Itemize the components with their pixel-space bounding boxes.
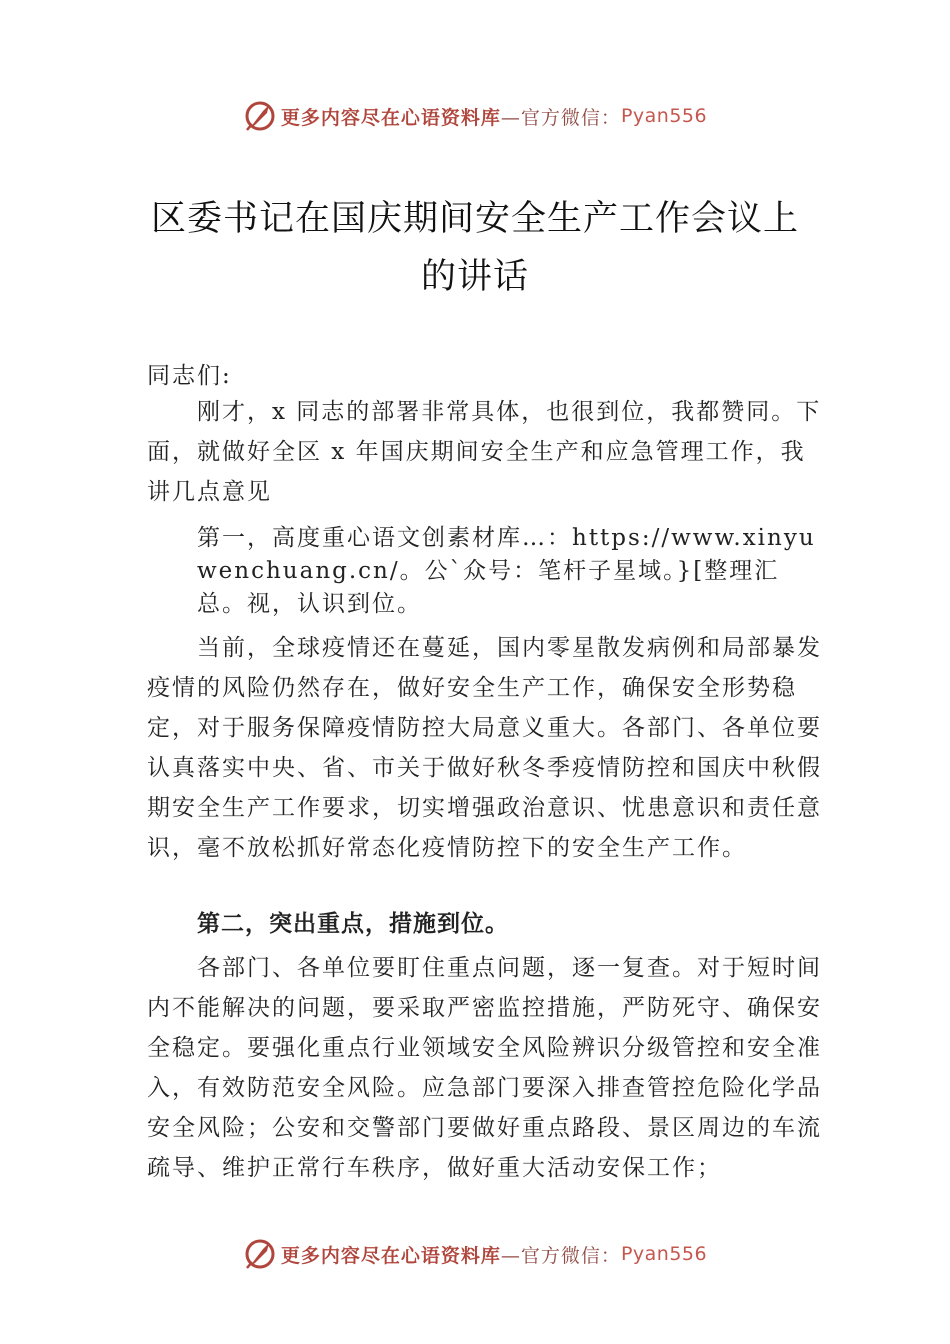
title-line-1: 区委书记在国庆期间安全生产工作会议上 <box>150 199 799 239</box>
banner-brand: 更多内容尽在心语资料库 <box>280 106 501 129</box>
greeting: 同志们: <box>147 363 232 389</box>
footer-banner <box>0 1234 950 1274</box>
banner-wechat-id: Pyan556 <box>620 1243 708 1265</box>
paragraph-intro: 刚才，x 同志的部署非常具体，也很到位，我都赞同。下面，就做好全区 x 年国庆期间安全生产和应急管理工作，我讲几点意见 <box>147 399 822 505</box>
title-line-2: 的讲话 <box>420 257 529 297</box>
quill-logo-icon <box>243 1237 277 1271</box>
header-banner <box>0 96 950 136</box>
banner-wechat-id: Pyan556 <box>620 105 708 127</box>
section-heading-second: 第二，突出重点，措施到位。 <box>197 911 509 937</box>
banner-sub: —官方微信： <box>500 1244 621 1267</box>
quill-logo-icon <box>243 99 277 133</box>
paragraph-first-point: 第一，高度重心语文创素材库…：https://www.xinyuwenchuang.cn/。公`众号：笔杆子星域。}[整理汇总。视，认识到位。 <box>197 525 816 617</box>
document-title <box>0 190 950 306</box>
banner-sub: —官方微信： <box>500 106 621 129</box>
banner-brand: 更多内容尽在心语资料库 <box>280 1244 501 1267</box>
paragraph-situation: 当前，全球疫情还在蔓延，国内零星散发病例和局部暴发疫情的风险仍然存在，做好安全生产工作，确保安全形势稳定，对于服务保障疫情防控大局意义重大。各部门、各单位要认真落实中央、省、市关于做好秋冬季疫情防控和国庆中秋假期安全生产工作要求，切实增强政治意识、忧患意识和责任意识，毫不放松抓好常态化疫情防控下的安全生产工作。 <box>147 635 822 861</box>
paragraph-measures: 各部门、各单位要盯住重点问题，逐一复查。对于短时间内不能解决的问题，要采取严密监控措施，严防死守、确保安全稳定。要强化重点行业领域安全风险辨识分级管控和安全准入，有效防范安全风险。应急部门要深入排查管控危险化学品安全风险；公安和交警部门要做好重点路段、景区周边的车流疏导、维护正常行车秩序，做好重大活动安保工作； <box>147 955 822 1181</box>
